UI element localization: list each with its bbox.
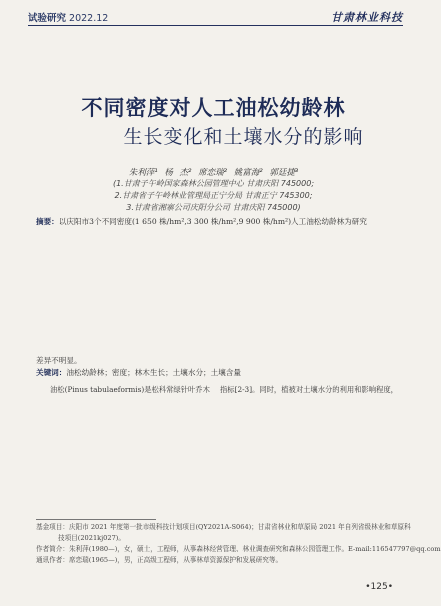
body-column-right <box>220 384 398 517</box>
body-line <box>220 481 398 493</box>
paper-title-line-2: 生长变化和土壤水分的影响 <box>123 126 364 148</box>
keywords <box>36 367 393 378</box>
body-line <box>220 457 398 469</box>
footnote-funding: 基金项目：庆阳市 2021 年度第一批市级科技计划项目(QY2021A-S064)；甘肃省林业和草原局 2021 年自列省级林业和草原科 <box>36 523 411 531</box>
body-line: 油松(Pinus tabulaeformis)是松科常绿针叶乔木 <box>50 385 210 394</box>
body-line <box>220 444 398 456</box>
body-column-left <box>36 384 208 517</box>
abstract-line <box>36 329 393 342</box>
abstract-line <box>36 342 393 355</box>
abstract-line <box>36 254 393 267</box>
footnote-corresponding: 通讯作者：席恋瑞(1965—)，男，正高级工程师，从事林草资源保护和发展研究等。 <box>36 556 283 564</box>
body-line <box>36 493 208 505</box>
body-line <box>220 396 398 408</box>
body-line <box>220 493 398 505</box>
abstract-line: 差异不明显。 <box>36 355 82 365</box>
author-name: 郭廷捷³ <box>269 168 299 178</box>
abstract-line <box>36 317 393 330</box>
abstract-line <box>36 292 393 305</box>
header-section <box>28 10 108 24</box>
keywords-label: 关键词： <box>36 368 67 377</box>
author-name: 朱利萍¹ <box>128 168 158 178</box>
abstract-line <box>36 304 393 317</box>
body-line <box>36 469 208 481</box>
paper-title-line-1: 不同密度对人工油松幼龄林 <box>81 96 346 120</box>
abstract-line <box>36 216 393 229</box>
abstract-line <box>36 279 393 292</box>
body-line <box>36 444 208 456</box>
author-list <box>0 166 427 178</box>
keywords-text: 油松幼龄林；密度；林木生长；土壤水分；土壤含量 <box>66 368 242 377</box>
affiliation-3: 3.甘肃省湘寨公司庆阳分公司 甘肃庆阳 745000) <box>126 203 301 212</box>
footnote-author-bio: 作者简介：朱利萍(1980—)，女，硕士，工程师，从事森林经营管理、林业调查研究和森林公园管理工作。E-mail:116547797@qq.com <box>36 545 441 553</box>
footnote-divider <box>36 519 156 520</box>
body-line <box>220 469 398 481</box>
affiliation-1: (1.甘肃子午岭国家森林公园管理中心 甘肃庆阳 745000; <box>112 179 315 188</box>
body-line <box>220 505 398 517</box>
body-line <box>36 432 208 444</box>
body-line <box>220 408 398 420</box>
issue-label: 2022.12 <box>69 13 109 24</box>
body-line <box>36 457 208 469</box>
page-number: •125• <box>365 582 393 592</box>
body-line: 指标[2-3]。同时，植被对土壤水分的利用和影响程度， <box>220 385 398 394</box>
header-divider <box>28 25 403 26</box>
abstract <box>36 216 393 367</box>
author-name: 姚富海² <box>233 168 263 178</box>
abstract-line <box>36 241 393 254</box>
body-line <box>220 420 398 432</box>
abstract-text: 以庆阳市3个不同密度(1 650 株/hm²,3 300 株/hm²,9 900 株/hm²)人工油松幼龄林为研究 <box>58 217 367 226</box>
abstract-line <box>36 266 393 279</box>
author-name: 杨 杰² <box>164 168 192 178</box>
body-line <box>36 420 208 432</box>
journal-name: 甘肃林业科技 <box>331 11 403 24</box>
body-line <box>36 481 208 493</box>
affiliation-2: 2.甘肃省子午岭林业管理局正宁分局 甘肃正宁 745300; <box>114 191 313 200</box>
footnote-funding-cont: 技项目(2021kj027)。 <box>58 534 125 542</box>
abstract-line <box>36 229 393 242</box>
body-line <box>220 432 398 444</box>
author-name: 席恋瑞² <box>198 168 228 178</box>
section-name: 试验研究 <box>28 13 67 24</box>
abstract-label: 摘要： <box>36 217 59 226</box>
body-line <box>36 408 208 420</box>
body-line <box>36 396 208 408</box>
running-header <box>28 10 403 24</box>
body-line <box>36 505 208 517</box>
